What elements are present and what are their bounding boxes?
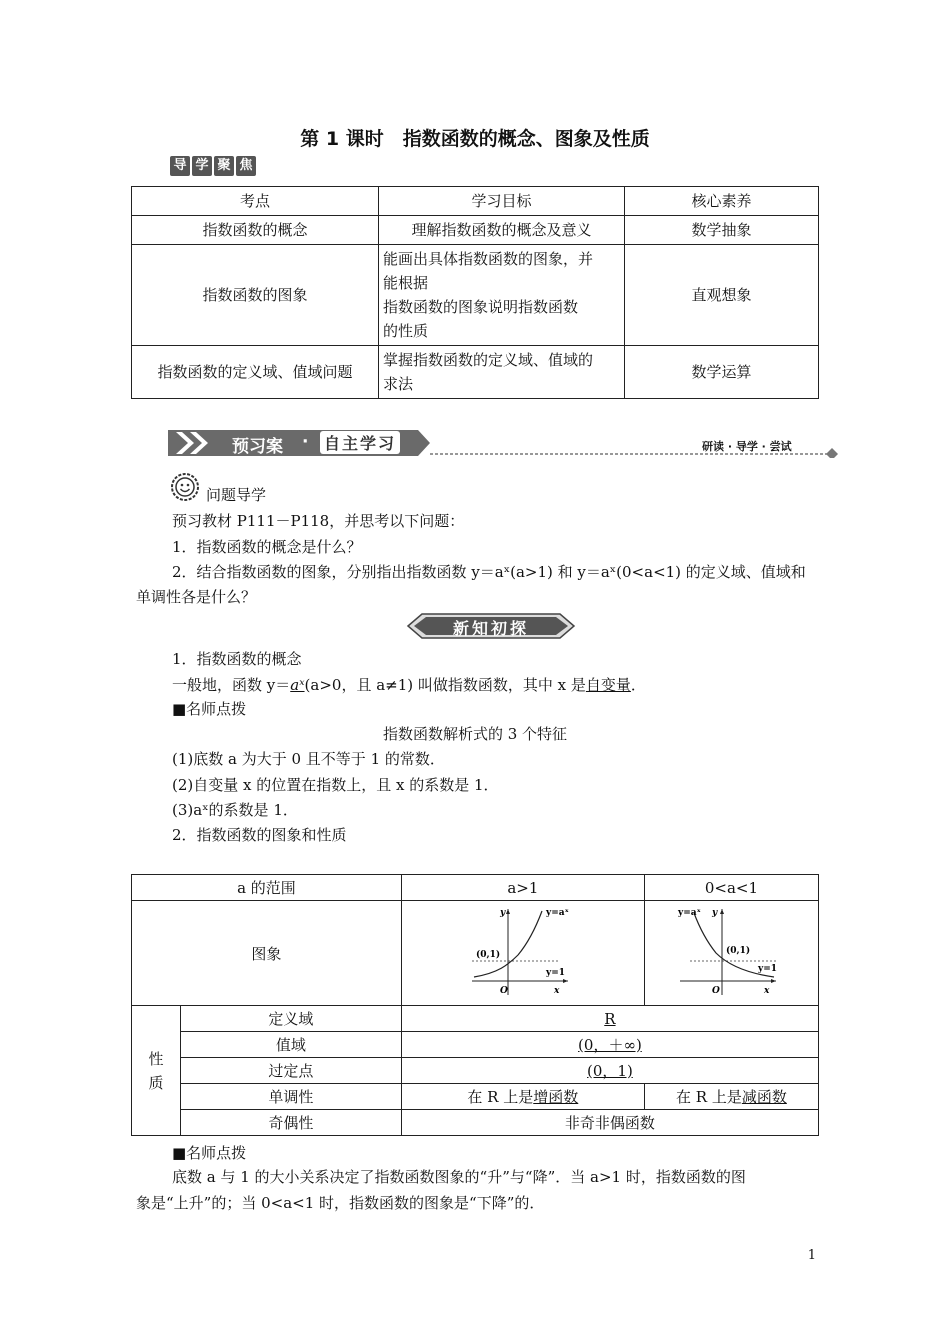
smiley-icon <box>170 472 200 502</box>
asymptote-label: y=1 <box>545 968 565 978</box>
section-heading: 2．指数函数的图象和性质 <box>172 826 347 844</box>
table-cell: 数学抽象 <box>625 216 819 245</box>
question-2: 2．结合指数函数的图象，分别指出指数函数 y＝aˣ(a>1) 和 y＝aˣ(0<a<1) 的定义域、值域和 <box>172 563 806 581</box>
curve-label: y=aˣ <box>545 908 569 918</box>
table-cell: 单调性 <box>181 1084 402 1110</box>
tip-title: 指数函数解析式的 3 个特征 <box>382 725 568 743</box>
cell-line: 能根据 <box>383 274 429 292</box>
cell-line: 求法 <box>383 375 414 393</box>
props-label <box>132 1006 181 1136</box>
prop-value: (0，＋∞) <box>578 1036 642 1054</box>
table-header: a>1 <box>401 875 644 901</box>
tip-paragraph: 象是“上升”的；当 0<a<1 时，指数函数的图象是“下降”的． <box>136 1194 545 1212</box>
table-cell: 指数函数的图象 <box>132 245 379 346</box>
section-heading: 1．指数函数的概念 <box>172 650 302 668</box>
axis-label: x <box>553 986 560 996</box>
badge-char: 聚 <box>214 156 234 176</box>
axis-label: x <box>764 986 770 996</box>
curve-label: y=aˣ <box>678 908 702 918</box>
prop-text: 在 R 上是 <box>675 1088 742 1106</box>
def-text: (a>0，且 a≠1) 叫做指数函数，其中 x 是 <box>304 676 586 694</box>
new-knowledge-text: 新知初探 <box>452 619 529 638</box>
prop-value: 减函数 <box>741 1088 787 1106</box>
point-label: (0,1) <box>726 946 751 956</box>
def-blank: aˣ <box>290 676 305 694</box>
point-label: (0,1) <box>475 950 501 960</box>
cell-line: 能画出具体指数函数的图象，并 <box>383 250 594 268</box>
table-cell: 数学运算 <box>625 346 819 399</box>
tip-label: ■名师点拨 <box>172 1144 247 1162</box>
cell-line: 指数函数的图象说明指数函数 <box>383 298 579 316</box>
banner-tag: 研读 · 导学 · 尝试 <box>702 440 792 453</box>
table-header: 核心素养 <box>625 187 819 216</box>
axis-label: y <box>712 908 718 918</box>
banner-dot: · <box>302 432 309 452</box>
preview-line: 预习教材 P111－P118，并思考以下问题： <box>172 512 465 530</box>
prop-value: (0，1) <box>587 1062 633 1080</box>
def-text: ． <box>630 676 646 694</box>
table-header: 学习目标 <box>379 187 625 216</box>
def-text: 一般地，函数 y＝ <box>172 676 291 694</box>
badge-char: 导 <box>170 156 190 176</box>
question-1: 1．指数函数的概念是什么？ <box>172 538 362 556</box>
decreasing-exponential-graph <box>676 903 786 999</box>
definition <box>172 674 646 695</box>
cell-line: 掌握指数函数的定义域、值域的 <box>383 351 594 369</box>
table-cell: 指数函数的概念 <box>132 216 379 245</box>
table-cell: 奇偶性 <box>181 1110 402 1136</box>
origin-label: O <box>712 986 721 996</box>
table-cell <box>401 1032 818 1058</box>
badge-char: 焦 <box>236 156 256 176</box>
axis-label: y <box>499 908 506 918</box>
table-cell <box>379 245 625 346</box>
question-2-cont: 单调性各是什么？ <box>136 588 257 606</box>
section-badge <box>170 156 256 176</box>
page-number: 1 <box>807 1248 816 1263</box>
props-label-text: 性质 <box>148 1049 164 1092</box>
table-header: a 的范围 <box>132 875 402 901</box>
table-cell: 直观想象 <box>625 245 819 346</box>
def-blank: 自变量 <box>585 676 631 694</box>
table-cell <box>401 1006 818 1032</box>
page-title: 第 1 课时 指数函数的概念、图象及性质 <box>300 128 650 150</box>
objectives-table <box>131 186 819 399</box>
table-header: 考点 <box>132 187 379 216</box>
prop-value: R <box>604 1009 616 1028</box>
graph-cell <box>644 901 818 1006</box>
preview-banner <box>168 428 840 458</box>
table-cell <box>379 346 625 399</box>
table-cell: 定义域 <box>181 1006 402 1032</box>
new-knowledge-banner <box>406 612 576 640</box>
graph-cell <box>401 901 644 1006</box>
table-cell <box>401 1058 818 1084</box>
table-header: 0<a<1 <box>644 875 818 901</box>
banner-left-text: 预习案 <box>232 437 283 457</box>
tip-label: ■名师点拨 <box>172 700 247 718</box>
properties-table <box>131 874 819 1136</box>
asymptote-label: y=1 <box>758 964 778 974</box>
feature-1: (1)底数 a 为大于 0 且不等于 1 的常数． <box>172 750 445 768</box>
badge-char: 学 <box>192 156 212 176</box>
feature-3: (3)aˣ的系数是 1． <box>172 801 298 819</box>
table-cell: 过定点 <box>181 1058 402 1084</box>
preview-heading: 问题导学 <box>206 486 267 504</box>
table-cell <box>401 1084 644 1110</box>
prop-value: 增函数 <box>533 1088 579 1106</box>
banner-right-text: 自主学习 <box>320 431 400 454</box>
origin-label: O <box>499 986 508 996</box>
table-cell: 值域 <box>181 1032 402 1058</box>
table-cell: 非奇非偶函数 <box>401 1110 818 1136</box>
cell-line: 的性质 <box>383 322 429 340</box>
feature-2: (2)自变量 x 的位置在指数上，且 x 的系数是 1． <box>172 776 499 794</box>
tip-paragraph: 底数 a 与 1 的大小关系决定了指数函数图象的“升”与“降”．当 a>1 时，指数函数的图 <box>172 1168 746 1186</box>
increasing-exponential-graph <box>468 903 578 999</box>
table-cell <box>644 1084 818 1110</box>
table-cell: 理解指数函数的概念及意义 <box>379 216 625 245</box>
table-cell: 指数函数的定义域、值域问题 <box>132 346 379 399</box>
table-cell: 图象 <box>132 901 402 1006</box>
prop-text: 在 R 上是 <box>467 1088 534 1106</box>
